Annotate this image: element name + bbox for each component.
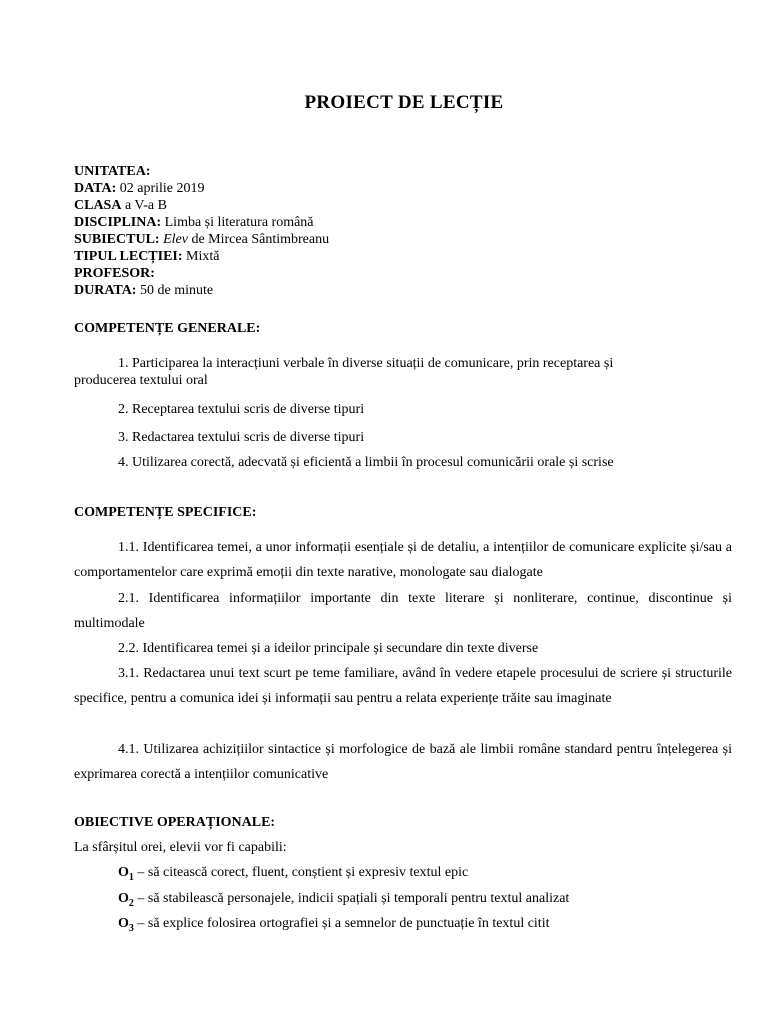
info-data: DATA: 02 aprilie 2019 bbox=[74, 181, 205, 196]
objective-o3: $O_3$ – să explice folosirea ortografiei și a semnelor de punctuație în textul citit bbox=[118, 916, 550, 934]
heading-competente-generale: COMPETENȚE GENERALE: bbox=[74, 321, 261, 336]
objective-o1: $O_1$ – să citească corect, fluent, conștient și expresiv textul epic bbox=[118, 865, 469, 883]
specific-competence-2-1: 2.1. Identificarea informațiilor importante din texte literare și nonliterare, continue, discontinue și multimodale bbox=[74, 591, 732, 631]
objective-o2: $O_2$ – să stabilească personajele, indicii spațiali și temporali pentru textul analizat bbox=[118, 891, 570, 909]
general-competence-1-cont: producerea textului oral bbox=[74, 373, 208, 388]
info-profesor: PROFESOR: bbox=[74, 266, 155, 281]
general-competence-2: 2. Receptarea textului scris de diverse tipuri bbox=[118, 402, 365, 417]
info-subiectul: SUBIECTUL: Elev de Mircea Sântimbreanu bbox=[74, 232, 330, 247]
general-competence-1: 1. Participarea la interacțiuni verbale în diverse situații de comunicare, prin receptarea și bbox=[118, 356, 614, 371]
specific-competence-2-2: 2.2. Identificarea temei și a ideilor principale și secundare din texte diverse bbox=[118, 641, 539, 656]
info-tipul: TIPUL LECȚIEI: Mixtă bbox=[74, 249, 220, 264]
page-title: PROIECT DE LECȚIE bbox=[304, 92, 504, 113]
info-disciplina: DISCIPLINA: Limba și literatura română bbox=[74, 215, 314, 230]
specific-competence-3-1: 3.1. Redactarea unui text scurt pe teme familiare, având în vedere etapele procesului de scriere și structurile specifice, pentru a comunica idei și informații sau pentru a relata experiențe trăite sau imaginate bbox=[74, 666, 732, 706]
heading-obiective-operationale: OBIECTIVE OPERAȚIONALE: bbox=[74, 815, 276, 830]
general-competence-3: 3. Redactarea textului scris de diverse tipuri bbox=[118, 430, 365, 445]
info-durata: DURATA: 50 de minute bbox=[74, 283, 214, 298]
info-clasa: CLASA a V-a B bbox=[74, 198, 167, 213]
specific-competence-4-1: 4.1. Utilizarea achizițiilor sintactice și morfologice de bază ale limbii române standard pentru înțelegerea și exprimarea corectă a intențiilor comunicative bbox=[74, 742, 732, 782]
lesson-info-block bbox=[74, 163, 329, 299]
specific-competence-1-1: 1.1. Identificarea temei, a unor informații esențiale și de detaliu, a intențiilor de comunicare explicite și/sau a comportamentelor care exprimă emoții din texte narative, monologate sau dialogate bbox=[74, 540, 732, 580]
info-unitatea: UNITATEA: bbox=[74, 164, 151, 179]
heading-competente-specifice: COMPETENȚE SPECIFICE: bbox=[74, 505, 257, 520]
objectives-intro: La sfârșitul orei, elevii vor fi capabili: bbox=[74, 840, 287, 855]
general-competence-4: 4. Utilizarea corectă, adecvată și eficientă a limbii în procesul comunicării orale și scrise bbox=[118, 455, 614, 470]
